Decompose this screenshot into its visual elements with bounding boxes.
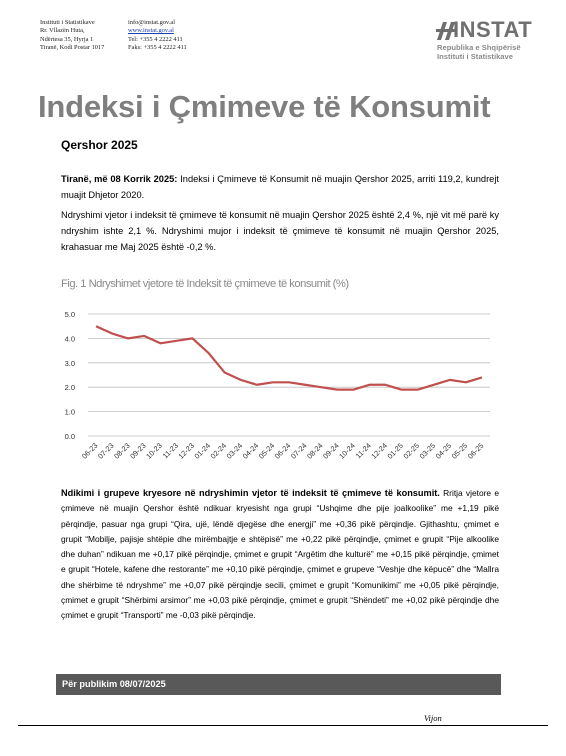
x-tick-label: 05-24 [256,441,277,461]
x-tick-label: 02-24 [208,441,229,461]
website-link[interactable]: www.instat.gov.al [128,27,174,35]
x-tick-label: 07-24 [288,441,309,461]
annual-cpi-change-chart [60,305,500,480]
x-tick-label: 06-24 [272,441,293,461]
change-paragraph: Ndryshimi vjetor i indeksit të çmimeve të konsumit në muajin Qershor 2025 është 2,4 %, një vit më parë ky ndryshim ishte 2,1 %. Ndryshimi mujor i indeksit të çmimeve të konsumit në muajin Qershor 2025, krahasuar me Maj 2025 është -0,2 %. [61,210,499,253]
x-tick-label: 10-24 [337,441,357,461]
footer-divider [18,725,548,726]
x-tick-label: 01-25 [385,441,405,461]
lead-date: Tiranë, më 08 Korrik 2025: [61,174,178,184]
lead-paragraph [61,171,499,203]
x-tick-label: 01-24 [192,441,213,461]
institution-address [40,19,104,52]
y-tick-label: 2.0 [64,383,75,393]
address-line: Rr. Vllazën Huta, [40,27,85,35]
x-tick-label: 03-25 [417,441,438,461]
institution-contacts [128,19,187,52]
figure-title: Fig. 1 Ndryshimet vjetore të Indeksit të çmimeve të konsumit (%) [61,278,349,290]
x-tick-label: 12-24 [369,441,389,461]
x-tick-label: 06-25 [465,441,486,461]
cpi-change-line [96,326,482,389]
group-impact-paragraph [61,486,499,624]
x-tick-label: 12-23 [176,441,196,461]
y-tick-label: 3.0 [64,358,75,368]
x-tick-label: 09-23 [128,441,148,461]
x-tick-label: 02-25 [401,441,422,461]
address-line: Instituti i Statistikave [40,19,95,26]
x-tick-label: 03-24 [224,441,245,461]
y-tick-label: 5.0 [64,310,75,319]
x-tick-label: 05-25 [449,441,470,461]
instat-logo [436,17,546,63]
section-text: Rritja vjetore e çmimeve në muajin Qershor është ndikuar kryesisht nga grupi “Ushqime dhe pije joalkoolike” me +1,19 pikë përqindje, pasuar nga grupi “Qira, ujë, lëndë djegëse dhe energji” me +0,36 pikë përqindje. Gjithashtu, çmimet e grupit “Mobilje, pajisje shtëpie dhe mirëmbajtje e shtëpisë” me +0,22 pikë përqindje, çmimet e grupit “Pije alkoolike dhe duhan” ndikuan me +0,17 pikë përqindje, çmimet e grupit “Argëtim dhe kulturë” me +0,15 pikë përqindje, çmimet e grupit “Hotele, kafene dhe restorante” me +0,10 pikë përqindje, çmimet e grupeve “Veshje dhe këpucë” dhe “Mallra dhe shërbime të ndryshme” me +0,07 pikë përqindje secili, çmimet e grupit “Komunikimi” me +0,05 pikë përqindje, çmimet e grupit “Shërbimi arsimor” me +0,03 pikë përqindje, çmimet e grupit “Shëndeti” me +0,02 pikë përqindje dhe çmimet e grupit “Transporti” me -0,03 pikë përqindje. [61,488,499,621]
publication-date-bar [56,674,501,695]
continues-label: Vijon [424,713,442,723]
x-tick-label: 11-24 [353,441,373,461]
publication-date-label: Për publikim 08/07/2025 [62,679,166,689]
email-address: info@instat.gov.al [128,19,176,26]
lead-text: Indeksi i Çmimeve të Konsumit në muajin Qershor 2025, arriti 119,2, kundrejt muajit Dhjetor 2020. [61,174,499,201]
page-title: Indeksi i Çmimeve të Konsumit [38,89,491,124]
fax-number: Faks: +355 4 2222 411 [128,43,187,51]
x-tick-label: 04-24 [240,441,261,461]
report-period: Qershor 2025 [61,138,138,152]
x-tick-label: 09-24 [321,441,341,461]
section-heading: Ndikimi i grupeve kryesore në ndryshimin vjetor të indeksit të çmimeve të konsumit. [61,488,440,498]
address-line: Tiranë, Kodi Postar 1017 [40,43,105,51]
y-tick-label: 4.0 [64,334,75,344]
address-line: Ndërtesa 35, Hyrja 1 [40,35,94,43]
x-tick-label: 08-23 [112,441,132,461]
x-tick-label: 06-23 [79,441,100,461]
x-tick-label: 04-25 [433,441,454,461]
x-tick-label: 07-23 [95,441,116,461]
logo-subtitle-country: Republika e Shqipërisë [437,43,521,52]
x-tick-label: 11-23 [160,441,180,461]
logo-subtitle-institute: Instituti i Statistikave [437,52,513,61]
y-tick-label: 1.0 [64,407,75,417]
x-tick-label: 08-24 [305,441,325,461]
phone-number: Tel: +355 4 2222 411 [128,35,183,43]
logo-wordmark: INSTAT [453,17,533,42]
x-tick-label: 10-23 [144,441,164,461]
y-tick-label: 0.0 [64,432,75,441]
